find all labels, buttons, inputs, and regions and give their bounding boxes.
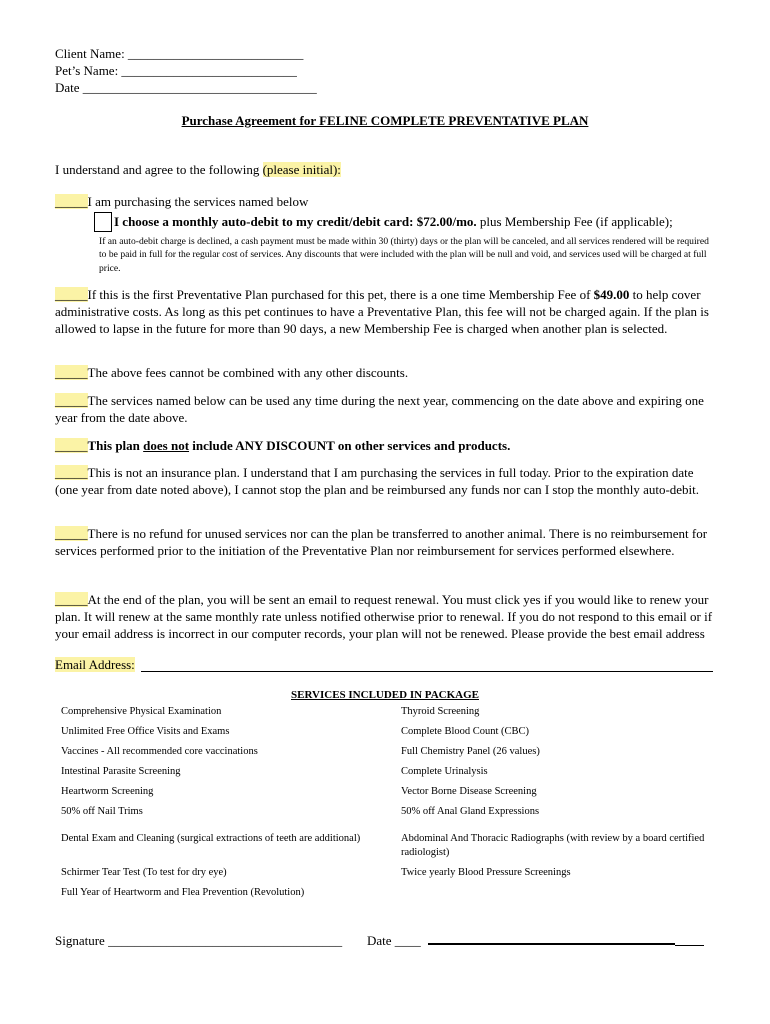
email-label: Email Address: [55,657,135,672]
renewal-item [55,591,715,642]
date-signature-line[interactable] [428,943,675,945]
purchasing-item [55,194,308,210]
services-left-item: Dental Exam and Cleaning (surgical extractions of teeth are additional) [61,833,361,844]
services-left-item: 50% off Nail Trims [61,806,143,817]
refund-text: There is no refund for unused services nor can the plan be transferred to another animal. There is no reimbursement for services performed prior to the initiation of the Preventative Plan nor reimbursement for services performed elsewhere. [55,526,708,558]
discount-text-underlined: does not [143,438,190,453]
discount-text-a: This plan [87,438,144,453]
initial-blank[interactable]: _____ [55,287,88,302]
services-left-item: Vaccines - All recommended core vaccinations [61,746,258,757]
services-right-item: Complete Blood Count (CBC) [401,726,530,737]
email-row [55,657,713,674]
insurance-text: This is not an insurance plan. I understand that I am purchasing the services in full today. Prior to the expiration date (one year from date noted above), I cannot stop the plan and be reimbursed any funds nor can I stop the monthly auto-debit. [55,465,700,497]
services-used-item [55,392,715,426]
services-left-item: Schirmer Tear Test (To test for dry eye) [61,867,227,878]
intro-highlight: (please initial): [262,162,341,177]
services-right-item: Abdominal And Thoracic Radiographs (with review by a board certified radiologist) [401,833,705,858]
discount-item [55,437,715,454]
discount-text-b: include ANY DISCOUNT on other services and products. [189,438,511,453]
services-right-item: Vector Borne Disease Screening [401,786,537,797]
initial-blank[interactable]: _____ [55,592,88,607]
renewal-text: At the end of the plan, you will be sent an email to request renewal. You must click yes if you would like to renew your plan. It will renew at the same monthly rate unless notified otherwise prior to renewal. If you do not respond to this email or if your email address is incorrect in our computer records, your plan will not be renewed. Please provide the best email address [55,592,713,641]
services-right-item: 50% off Anal Gland Expressions [401,806,540,817]
services-left-item: Unlimited Free Office Visits and Exams [61,726,230,737]
date-field[interactable]: Date ____________________________________ [55,80,317,95]
services-left-item: Intestinal Parasite Screening [61,766,181,777]
auto-debit-option [94,212,734,232]
document-title: Purchase Agreement for FELINE COMPLETE PREVENTATIVE PLAN [181,113,589,128]
auto-debit-bold-text: I choose a monthly auto-debit to my credit/debit card: $72.00/mo. [114,214,477,229]
services-left-item: Heartworm Screening [61,786,154,797]
services-left-item: Comprehensive Physical Examination [61,706,222,717]
signature-field[interactable]: Signature ____________________________________ [55,933,343,948]
fees-text: The above fees cannot be combined with any other discounts. [87,365,409,380]
services-used-text: The services named below can be used any time during the next year, commencing on the date above and expiring one year from the date above. [55,393,704,425]
services-heading: SERVICES INCLUDED IN PACKAGE [291,689,479,701]
insurance-item [55,464,715,498]
email-input-line[interactable] [141,657,713,672]
date-signature-label: Date ____ [367,933,421,948]
initial-blank[interactable]: _____ [55,465,88,480]
intro-statement [55,162,341,178]
membership-item [55,286,715,337]
refund-item [55,525,715,559]
date-signature-line-end [675,945,704,946]
intro-text: I understand and agree to the following [55,162,263,177]
membership-text-b: to help cover administrative costs. As long as this pet continues to have a Preventative Plan, this fee will not be charged again. If the plan is allowed to lapse in the future for more than 90 days, a new Membership Fee is charged when another plan is selected. [55,287,709,336]
pets-name-field[interactable]: Pet’s Name: ___________________________ [55,63,297,78]
initial-blank[interactable]: _____ [55,194,88,209]
initial-blank[interactable]: _____ [55,393,88,408]
initial-blank[interactable]: _____ [55,365,88,380]
date-signature-field[interactable] [367,933,421,949]
auto-debit-note: If an auto-debit charge is declined, a cash payment must be made within 30 (thirty) days or the plan will be canceled, and all services rendered will be required to be paid in full for the regular cost of services. Any discounts that were included with the plan will be null and void, and services used will be charged at full price. [99,236,709,274]
initial-blank[interactable]: _____ [55,438,88,453]
services-left-item: Full Year of Heartworm and Flea Prevention (Revolution) [61,887,305,898]
purchasing-text: I am purchasing the services named below [87,194,309,209]
client-name-field[interactable]: Client Name: ___________________________ [55,46,304,61]
auto-debit-checkbox[interactable] [94,212,112,232]
fees-item [55,364,715,381]
membership-text-a: If this is the first Preventative Plan purchased for this pet, there is a one time Membership Fee of [87,287,594,302]
auto-debit-rest-text: plus Membership Fee (if applicable); [476,214,673,229]
initial-blank[interactable]: _____ [55,526,88,541]
services-right-item: Full Chemistry Panel (26 values) [401,746,540,757]
services-right-item: Twice yearly Blood Pressure Screenings [401,867,571,878]
membership-fee: $49.00 [593,287,630,302]
services-right-item: Complete Urinalysis [401,766,488,777]
services-right-item: Thyroid Screening [401,706,480,717]
